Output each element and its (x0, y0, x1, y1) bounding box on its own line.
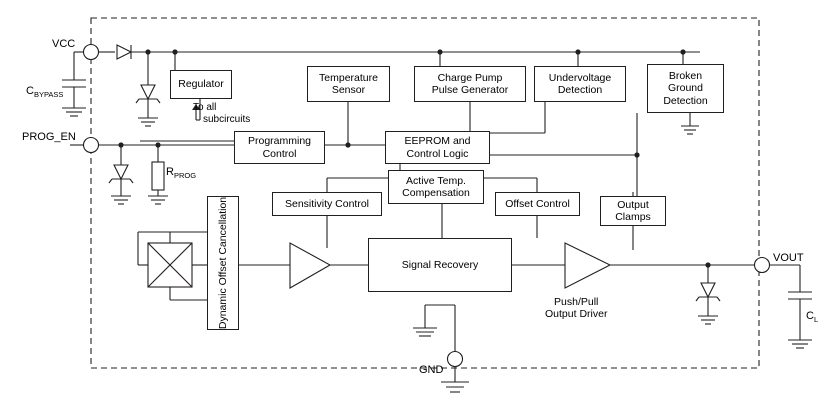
cbypass-base: C (26, 85, 34, 97)
to-all-subcircuits-line-2: subcircuits (203, 113, 251, 125)
vout-text: VOUT (773, 252, 804, 264)
broken-ground-label-2: Ground (667, 82, 703, 95)
block-broken-ground-detection (647, 64, 724, 113)
annotation-to-all-subcircuits (193, 102, 250, 125)
label-load-capacitor (806, 310, 818, 325)
programming-control-label-2: Control (262, 147, 297, 160)
pin-label-vout (773, 252, 804, 265)
block-regulator (170, 70, 232, 99)
active-temp-label-2: Compensation (402, 187, 470, 199)
charge-pump-label-2: Pulse Generator (431, 84, 509, 96)
charge-pump-label-1: Charge Pump (437, 71, 503, 84)
push-pull-line-1: Push/Pull (554, 296, 599, 308)
block-eeprom-and-control-logic (385, 131, 490, 164)
eeprom-label-2: Control Logic (406, 147, 469, 160)
label-prog-resistor (166, 166, 196, 181)
cbypass-sub: BYPASS (33, 90, 64, 100)
annotation-push-pull-output-driver (545, 296, 607, 320)
block-undervoltage-detection (534, 66, 626, 102)
prog-en-text: PROG_EN (22, 131, 76, 143)
cl-sub: L (813, 315, 819, 325)
pin-label-vcc (52, 38, 75, 51)
cl-base: C (806, 310, 814, 322)
block-active-temp-compensation (388, 170, 484, 204)
vcc-text: VCC (52, 38, 76, 50)
pin-label-gnd (419, 364, 443, 377)
regulator-label: Regulator (178, 78, 224, 91)
broken-ground-label-3: Detection (663, 94, 708, 107)
broken-ground-label-1: Broken (668, 70, 703, 83)
signal-recovery-label: Signal Recovery (401, 258, 479, 271)
eeprom-label-1: EEPROM and (404, 135, 471, 148)
push-pull-line-2: Output Driver (545, 308, 608, 321)
to-all-subcircuits-line-1: To all (193, 102, 217, 113)
pin-label-prog-en (22, 131, 76, 144)
rprog-base: R (166, 166, 174, 178)
block-temperature-sensor (307, 66, 390, 102)
block-sensitivity-control (272, 192, 382, 216)
block-signal-recovery (368, 238, 512, 292)
sensitivity-control-label: Sensitivity Control (284, 197, 370, 210)
block-offset-control (495, 192, 580, 216)
block-dynamic-offset-cancellation (207, 196, 239, 330)
rprog-sub: PROG (173, 171, 197, 181)
undervoltage-label-2: Detection (557, 84, 603, 96)
dynamic-offset-cancellation-label: Dynamic Offset Cancellation (217, 196, 229, 330)
output-clamps-label-1: Output (617, 198, 649, 211)
offset-control-label: Offset Control (505, 197, 570, 210)
output-clamps-label-2: Clamps (615, 211, 651, 223)
temperature-sensor-label-2: Sensor (331, 84, 366, 96)
block-programming-control (234, 131, 325, 164)
block-output-clamps (600, 196, 666, 226)
active-temp-label-1: Active Temp. (406, 174, 466, 187)
temperature-sensor-label-1: Temperature (319, 71, 378, 84)
block-charge-pump-pulse-generator (414, 66, 526, 102)
programming-control-label-1: Programming (247, 135, 312, 148)
gnd-text: GND (419, 364, 444, 376)
label-bypass-capacitor (26, 85, 63, 100)
undervoltage-label-1: Undervoltage (548, 71, 612, 84)
